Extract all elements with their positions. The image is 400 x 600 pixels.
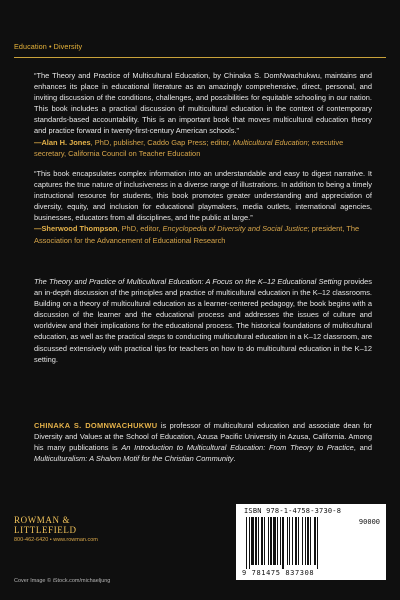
publisher-contact: 800-462-6420 • www.rowman.com xyxy=(14,537,98,543)
bio-text: is professor of multicultural education and associate dean for Diversity and Values at the School of Education, Azusa Pacific University in Azusa, California. Among his many publications is xyxy=(34,421,372,453)
endorser-credentials-cont: ; president, The Association for the Advancement of Educational Research xyxy=(34,224,360,245)
endorser-credentials: , PhD, editor, xyxy=(117,224,163,234)
publisher-name-line-2: LITTLEFIELD xyxy=(14,524,77,535)
book-description xyxy=(34,276,372,365)
endorser-publication: Multicultural Education xyxy=(232,137,308,147)
header-divider xyxy=(14,57,386,58)
bio-text: , and xyxy=(353,443,372,453)
isbn-number: ISBN 978-1-4758-3730-8 xyxy=(244,507,342,515)
ean-barcode xyxy=(244,517,344,569)
description-body: provides an in-depth discussion of the principles and practice of multicultural education in the K–12 classrooms. Building on a theory of multicultural education as a learner-centered pedagogy, the book begins with a discussion of the learner and the educational process and addresses the issues of culture and worldview and their implications for the educational process. The historical foundations of multicultural education, as well as the practical steps to conducting multicultural education in a K–12 classroom, are discussed extensively with practical tips for teachers on how to do multicultural education in the K–12 setting. xyxy=(34,277,372,364)
bio-book-title-1: An Introduction to Multicultural Education: From Theory to Practice xyxy=(121,443,354,453)
publisher-name-line-1: ROWMAN & xyxy=(14,515,71,525)
bio-text: . xyxy=(233,454,236,464)
cover-image-credit: Cover Image © iStock.com/michaeljung xyxy=(14,578,111,584)
publisher-logo xyxy=(14,516,98,546)
price-code: 90000 xyxy=(358,518,380,526)
barcode-panel xyxy=(236,504,386,580)
endorser-publication: Encyclopedia of Diversity and Social Justice xyxy=(162,224,308,234)
ean-digits: 9 781475 837308 xyxy=(242,569,315,577)
quote-attribution xyxy=(34,137,372,159)
endorser-credentials-cont: ; executive secretary, California Council on Teacher Education xyxy=(34,137,344,158)
endorser-name: —Alan H. Jones xyxy=(34,137,91,147)
endorser-credentials: , PhD, publisher, Caddo Gap Press; editor, xyxy=(90,137,233,147)
bio-book-title-2: Multiculturalism: A Shalom Motif for the Christian Community xyxy=(34,454,234,464)
category-label: Education • Diversity xyxy=(14,42,83,51)
author-bio xyxy=(34,420,372,464)
endorsement-quote-1 xyxy=(34,70,372,159)
quote-text: “The Theory and Practice of Multicultural Education, by Chinaka S. DomNwachukwu, maintains and enhances its place in educational literature as an amazingly comprehensive, direct, personal, and inviting discussion of the conditions, challenges, and possibilities for equitable schooling in our nation. This book includes a practical discussion of multicultural education in the context of contemporary standards-based accountability. This is an important book that moves multicultural education theory and practice forward in twenty-first-century American schools.” xyxy=(34,71,372,136)
quote-attribution xyxy=(34,223,372,245)
endorsement-quote-2 xyxy=(34,168,372,246)
book-title: The Theory and Practice of Multicultural Education: A Focus on the K–12 Educational Setting xyxy=(34,277,342,286)
endorser-name: —Sherwood Thompson xyxy=(34,224,118,234)
author-name: CHINAKA S. DOMNWACHUKWU xyxy=(34,421,158,430)
quote-text: “This book encapsulates complex information into an understandable and easy to digest narrative. It captures the true nature of inclusiveness in a diverse range of illustrations. In addition to being a timely instructional resource for students, this book promotes greater understanding and appreciation of diversity, equity, and inclusion for educational playmakers, media outlets, international agencies, businesses, educators from all disciplines, and the public at large.” xyxy=(34,169,372,223)
